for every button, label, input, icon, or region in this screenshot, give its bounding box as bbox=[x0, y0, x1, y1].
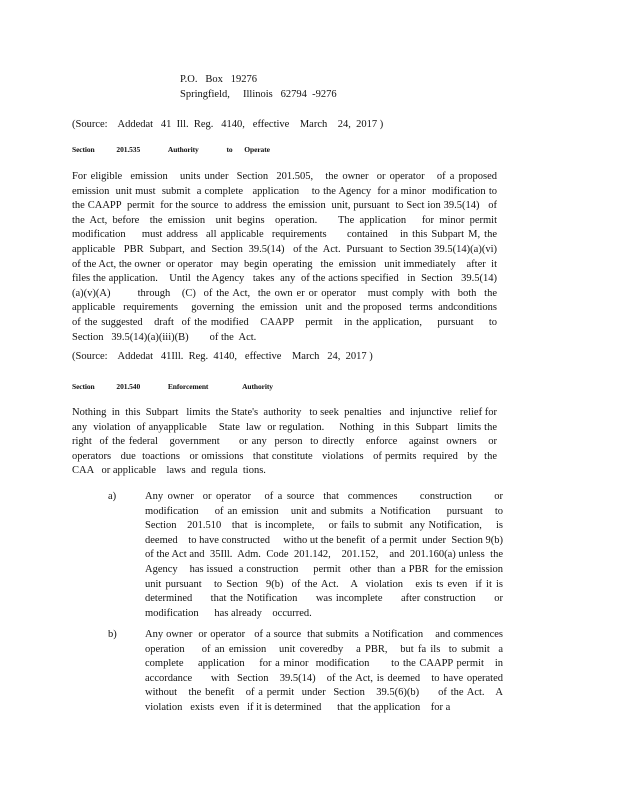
section-number: 201.540 bbox=[116, 382, 141, 391]
section-label: Section bbox=[72, 382, 95, 391]
section-title-word-3: Operate bbox=[244, 145, 270, 154]
list-item-b bbox=[108, 628, 517, 716]
section-label: Section bbox=[72, 145, 95, 154]
section-title-word-1: Authority bbox=[167, 145, 199, 154]
section-title-word-1: Enforcement bbox=[167, 382, 209, 391]
list-item-text: Any owner or operator of a source that commences construction or modification of an emission unit and submits a Notification pursuant to Section 201.510 that is incomplete, or fails to submit any Notification, is deemed to have constructed witho ut the benefit of a permit under Section 9(b) of the Act and 35Ill. Adm. Code 201.142, 201.152, and 201.160(a) unless the Agency has issued a construction permit other than a PBR for the emission unit pursuant to Section 9(b) of the Act. A violation exis ts even if it is determined that the Notification was incomplete after construction or modification has already occurred. bbox=[145, 491, 511, 619]
list-marker: a) bbox=[108, 491, 117, 502]
list-item-a bbox=[108, 490, 511, 621]
section-201-535-body: For eligible emission units under Section 201.505, the owner or operator of a proposed emission unit must submit a complete application to the Agency for a minor modification to the CAAPP permit for the source to address the emission unit, pursuant to Sect ion 39.5(14) of the Act, before the emission unit begins operation. The application for minor permit modification must address all applicable requirements contained in this Subpart M, the applicable PBR Subpart, and Section 39.5(14) of the Act. Pursuant to Section 39.5(14)(a)(vi) of the Act, the owner or operator may begin operating the emission unit immediately after it files the application. Until the Agency takes any of the actions specified in Section 39.5(14)(a)(v)(A) through (C) of the Act, the own er or operator must comply with both the applicable requirements governing the emission unit and the proposed terms andconditions of the suggested draft of the modified CAAPP permit in the application, pursuant to Section 39.5(14)(a)(iii)(B) of the Act. bbox=[72, 171, 511, 343]
section-heading-201-540 bbox=[72, 382, 273, 392]
section-number: 201.535 bbox=[116, 145, 141, 154]
list-item-text: Any owner or operator of a source that submits a Notification and commences operation of an emission unit coveredby a PBR, but fa ils to submit a complete application for a minor modification to the CAAPP permit in accordance with Section 39.5(14) of the Act, is deemed to have operated without the benefit of a permit under Section 39.5(6)(b) of the Act. A violation exists even if it is determined that the application for a bbox=[145, 629, 517, 713]
section-heading-201-535 bbox=[72, 145, 270, 155]
section-title-word-2: Authority bbox=[242, 382, 273, 391]
mailing-address bbox=[180, 72, 337, 102]
address-line-po-box: P.O. Box 19276 bbox=[180, 74, 258, 85]
list-marker: b) bbox=[108, 629, 117, 640]
address-line-city: Springfield, Illinois 62794 -9276 bbox=[180, 89, 337, 100]
section-201-540-body: Nothing in this Subpart limits the State's authority to seek penalties and injunctive relief for any violation of anyapplicable State law or regulation. Nothing in this Subpart limits the right of the federal government or any person to directly enforce against owners or operators due toactions or omissions that constitute violations of permits required by the CAA or applicable laws and regula tions. bbox=[72, 407, 500, 477]
source-note-2: (Source: Addedat 41Ill. Reg. 4140, effective March 24, 2017 ) bbox=[72, 351, 373, 362]
section-title-word-2: to bbox=[226, 145, 233, 154]
source-note-1: (Source: Addedat 41 Ill. Reg. 4140, effective March 24, 2017 ) bbox=[72, 119, 384, 130]
